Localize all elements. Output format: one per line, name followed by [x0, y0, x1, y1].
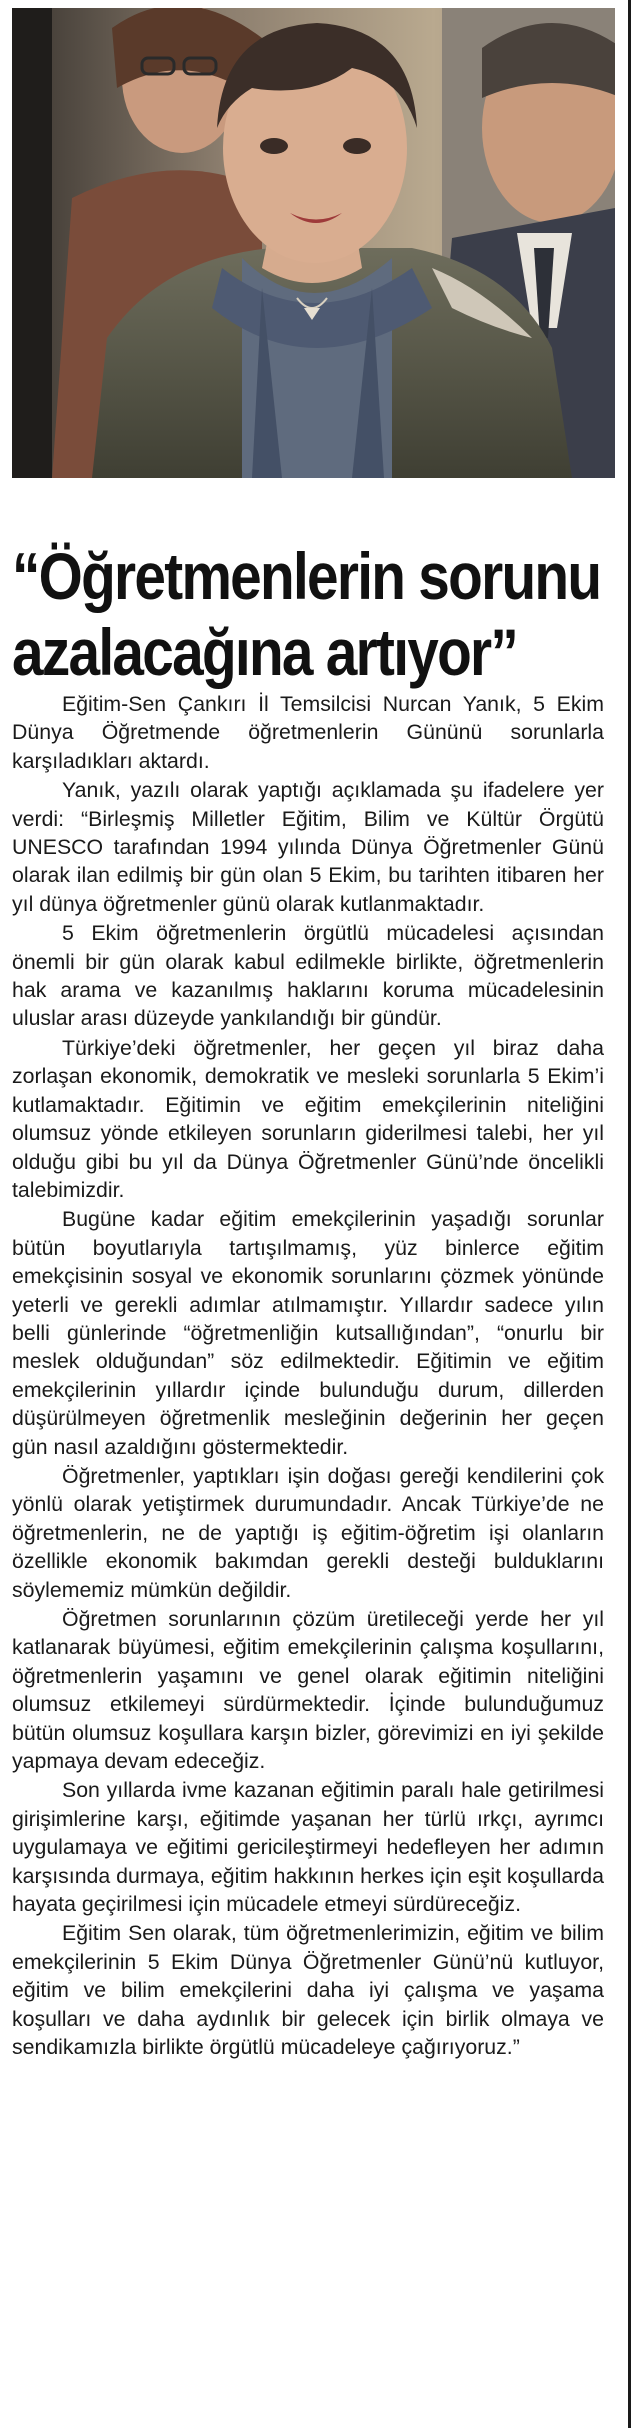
article-paragraph: Eğitim Sen olarak, tüm öğretmenlerimizin, eğitim ve bilim emekçilerinin 5 Ekim Dünya Öğretmenler Günü’nü kutluyor, eğitim ve bilim emekçilerini daha iyi çalışma ve yaşama koşulları ve daha aydınlık bir gelecek için birlik olmaya ve sendikamızla birlikte örgütlü mücadeleye çağırıyoruz.” [12, 1921, 604, 2060]
article-paragraph: Eğitim-Sen Çankırı İl Temsilcisi Nurcan Yanık, 5 Ekim Dünya Öğretmende öğretmenlerin Gününü sorunlarla karşıladıkları aktardı. [12, 692, 604, 773]
headline-line-2: azalacağına artıyor” [12, 615, 518, 690]
article-paragraph: Yanık, yazılı olarak yaptığı açıklamada şu ifadelere yer verdi: “Birleşmiş Milletler Eğitim, Bilim ve Kültür Örgütü UNESCO tarafından 1994 yılında Dünya Öğretmenler Günü olarak ilan edilmiş bir gün olan 5 Ekim, bu tarihten itibaren her yıl dünya öğretmenler günü olarak kutlanmaktadır. [12, 778, 604, 916]
photo-of-woman-speaking-icon [12, 8, 615, 478]
article-paragraph: 5 Ekim öğretmenlerin örgütlü mücadelesi açısından önemli bir gün olarak kabul edilmekle birlikte, öğretmenlerin hak arama ve kazanılmış haklarını koruma mücadelesinin uluslar arası düzeyde yankılandığı bir gündür. [12, 921, 604, 1031]
article-paragraph: Son yıllarda ivme kazanan eğitimin paralı hale getirilmesi girişimlerine karşı, eğitimde yaşanan her türlü ırkçı, ayrımcı uygulamaya ve eğitimi gericileştirmeyi hedefleyen her adımın karşısında durmaya, eğitim hakkının herkes için eşit koşullarda hayata geçirilmesi için mücadele etmeyi sürdüreceğiz. [12, 1778, 604, 1917]
headline-line-1: “Öğretmenlerin sorunu [12, 539, 601, 614]
article-paragraph: Türkiye’deki öğretmenler, her geçen yıl biraz daha zorlaşan ekonomik, demokratik ve mesleki sorunlarla 5 Ekim’i kutlamaktadır. Eğitimin ve eğitim emekçilerinin niteliğini olumsuz yönde etkileyen sorunların giderilmesi talebi, her yıl olduğu gibi bu yıl da Dünya Öğretmenler Günü’nde öncelikli talebimizdir. [12, 1035, 604, 1202]
article-paragraph: Bugüne kadar eğitim emekçilerinin yaşadığı sorunlar bütün boyutlarıyla tartışılmamış, yüz binlerce eğitim emekçisinin sosyal ve ekonomik sorunlarını çözmek yönünde yeterli ve gerekli adımlar atılmamıştır. Yıllardır sadece yılın belli günlerinde “öğretmenliğin kutsallığından”, “onurlu bir meslek olduğundan” söz edilmektedir. Eğitimin ve eğitim emekçilerinin yıllardır içinde bulunduğu durum, dillerden düşürülmeyen öğretmenlik mesleğinin değerinin her geçen gün nasıl azaldığını göstermektedir. [12, 1207, 604, 1459]
article-body [12, 690, 604, 2063]
news-photo [12, 8, 615, 478]
article-paragraph: Öğretmen sorunlarının çözüm üretileceği yerde her yıl katlanarak büyümesi, eğitim emekçilerinin çalışma koşullarını, öğretmenlerin yaşamını ve genel olarak eğitimin niteliğini olumsuz etkilemeyi sürdürmektedir. İçinde bulunduğumuz bütün olumsuz koşullara karşın bizler, görevimizi en iyi şekilde yapmaya devam edeceğiz. [12, 1607, 604, 1774]
headline [12, 538, 601, 690]
article-paragraph: Öğretmenler, yaptıkları işin doğası gereği kendilerini çok yönlü olarak yetiştirmek durumundadır. Ancak Türkiye’de ne öğretmenlerin, ne de yaptığı iş eğitim-öğretim işi olanların özellikle ekonomik bakımdan gerekli desteği bulduklarını söylememiz mümkün değildir. [12, 1463, 604, 1602]
